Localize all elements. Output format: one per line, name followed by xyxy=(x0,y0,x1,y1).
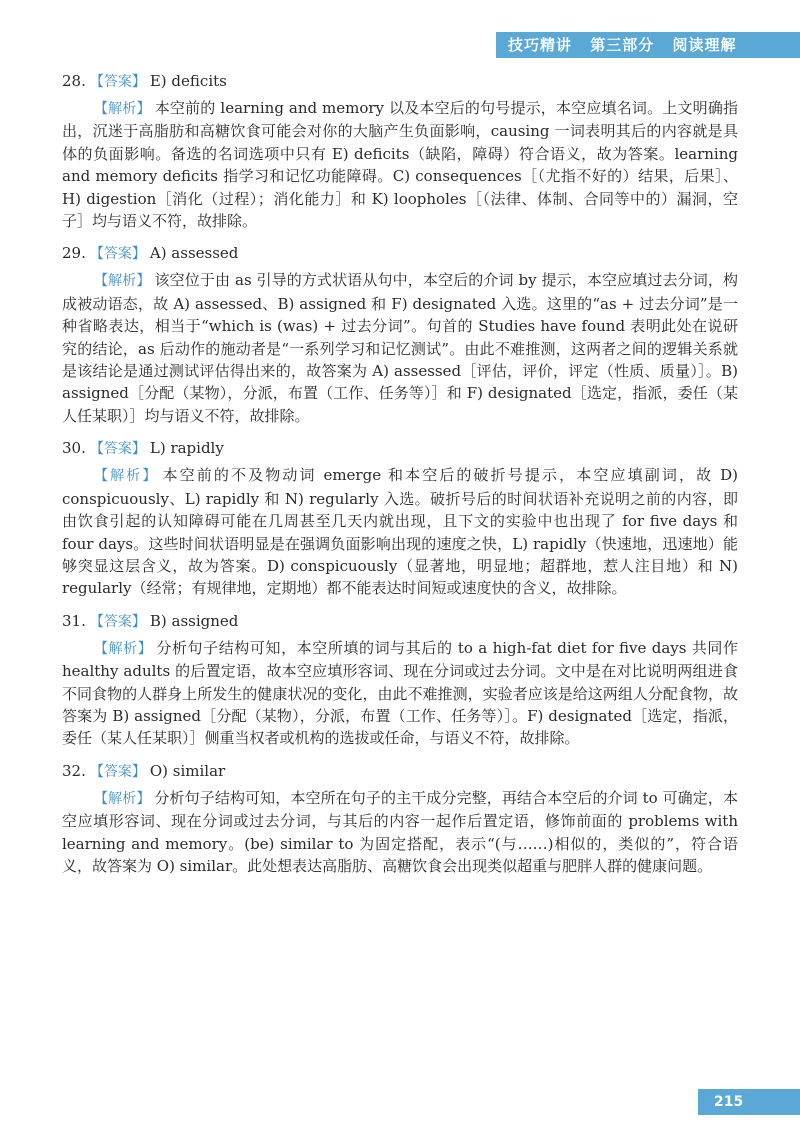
answer-tag: 【答案】 xyxy=(89,613,146,630)
question-number: 31. xyxy=(62,611,86,630)
analysis-tag: 【解析】 xyxy=(94,468,159,485)
analysis-text: 分析句子结构可知，本空所填的词与其后的 to a high-fat diet for five days 共同作 healthy adults 的后置定语，故本空应填形容词、现在分词或过去分词。文中是在对比说明两组进食不同食物的人群身上所发生的健康状况的变化，由此不难推测，实验者应该是给这两组人分配食物，故答案为 B) assigned［分配（某物），分派，布置（工作、任务等）］。F) designated［选定，指派，委任（某人任某职）］侧重当权者或机构的选拔或任命，与语义不符，故排除。 xyxy=(62,638,739,748)
answer-tag: 【答案】 xyxy=(89,74,146,90)
answer-tag: 【答案】 xyxy=(89,441,146,458)
answer-line xyxy=(62,433,738,464)
analysis-text: 本空前的 learning and memory 以及本空后的句号提示，本空应填名词。上文明确指出，沉迷于高脂肪和高糖饮食可能会对你的大脑产生负面影响，causing 一词表明其后的内容就是具体的负面影响。备选的名词选项中只有 E) deficits（缺陷，障碍）符合语义，故为答案。learning and memory deficits 指学习和记忆功能障碍。C) consequences［（尤指不好的）结果，后果］、H) digestion［消化（过程）；消化能力］和 K) loopholes［（法律、体制、合同等中的）漏洞，空子］均与语义不符，故排除。 xyxy=(62,99,738,231)
question-number: 29. xyxy=(62,244,86,263)
analysis-paragraph xyxy=(62,97,738,232)
answer-text: L) rapidly xyxy=(149,439,224,458)
analysis-tag: 【解析】 xyxy=(94,640,153,657)
analysis-paragraph xyxy=(62,269,738,427)
question-number: 28. xyxy=(62,72,86,90)
answer-text: O) similar xyxy=(149,761,226,780)
page-number: 215 xyxy=(698,1089,800,1115)
analysis-paragraph xyxy=(62,637,738,750)
answer-item-28 xyxy=(62,66,738,232)
answer-text: E) deficits xyxy=(149,72,227,90)
question-number: 30. xyxy=(62,439,86,458)
answer-line xyxy=(62,606,738,637)
answer-line xyxy=(62,66,738,97)
analysis-text: 本空前的不及物动词 emerge 和本空后的破折号提示，本空应填副词，故 D) conspicuously、L) rapidly 和 N) regularly 入选。破折号后的时间状语补充说明之前的内容，即由饮食引起的认知障碍可能在几周甚至几天内就出现，且下文的实验中也出现了 for five days 和 four days。这些时间状语明显是在强调负面影响出现的速度之快，L) rapidly（快速地，迅速地）能够突显这层含义，故为答案。D) conspicuously（显著地，明显地；超群地，惹人注目地）和 N) regularly（经常；有规律地，定期地）都不能表达时间短或速度快的含义，故排除。 xyxy=(62,466,738,598)
header-part: 第三部分 xyxy=(590,36,655,54)
answer-text: A) assessed xyxy=(149,244,239,263)
answer-text: B) assigned xyxy=(149,611,239,630)
answer-item-30 xyxy=(62,433,738,599)
analysis-paragraph xyxy=(62,787,738,878)
analysis-text: 分析句子结构可知，本空所在句子的主干成分完整，再结合本空后的介词 to 可确定，本空应填形容词、现在分词或过去分词，与其后的内容一起作后置定语，修饰前面的 problems with learning and memory。(be) similar to 为固定搭配，表示“(与……)相似的，类似的”，符合语义，故答案为 O) similar。此处想表达高脂肪、高糖饮食会出现类似超重与肥胖人群的健康问题。 xyxy=(62,788,738,875)
answer-tag: 【答案】 xyxy=(89,763,146,780)
question-number: 32. xyxy=(62,761,86,780)
analysis-paragraph xyxy=(62,464,738,599)
analysis-tag: 【解析】 xyxy=(94,790,151,807)
header-topic: 阅读理解 xyxy=(672,36,737,54)
header-section: 技巧精讲 xyxy=(508,36,573,54)
answer-line xyxy=(62,238,738,269)
analysis-text: 该空位于由 as 引导的方式状语从句中，本空后的介词 by 提示，本空应填过去分词，构成被动语态，故 A) assessed、B) assigned 和 F) designated 入选。这里的“as + 过去分词”是一种省略表达，相当于“which is (was) + 过去分词”。句首的 Studies have found 表明此处在说研究的结论，as 后动作的施动者是“一系列学习和记忆测试”。由此不难推测，这两者之间的逻辑关系就是该结论是通过测试评估得出来的，故答案为 A) assessed［评估，评价，评定（性质、质量）］。B) assigned［分配（某物），分派，布置（工作、任务等）］和 F) designated［选定，指派，委任（某人任某职）］均与语义不符，故排除。 xyxy=(62,271,739,425)
answer-tag: 【答案】 xyxy=(89,246,146,263)
answer-item-31 xyxy=(62,606,738,750)
page-header xyxy=(496,32,800,58)
analysis-tag: 【解析】 xyxy=(94,273,151,290)
page-content xyxy=(62,66,738,883)
answer-item-29 xyxy=(62,238,738,427)
answer-line xyxy=(62,756,738,787)
answer-item-32 xyxy=(62,756,738,878)
analysis-tag: 【解析】 xyxy=(94,101,151,117)
